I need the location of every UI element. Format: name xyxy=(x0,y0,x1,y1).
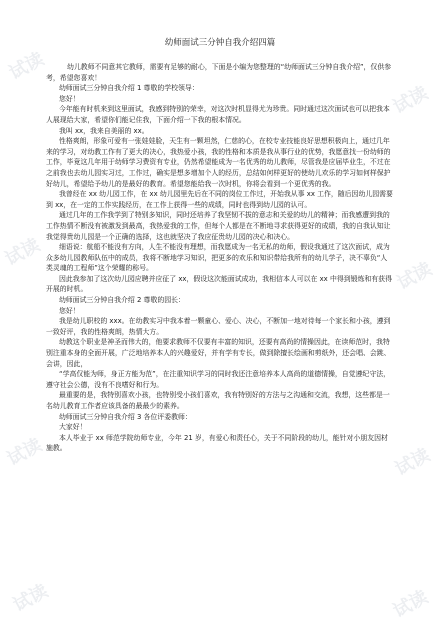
watermark: 试读 xyxy=(3,434,46,471)
paragraph: 您好！ xyxy=(59,94,80,103)
paragraph: 本人毕业于 xx 师范学院幼师专业，今年 21 岁，有爱心和责任心，关于不同阶段的幼儿，能针对小朋友因材施教。 xyxy=(46,433,388,453)
paragraph: 今年能有时机来到这里面试，我感到特别的荣幸，对这次时机显得尤为珍贵。同时通过这次面试也可以把我本人展现给大家，希望你们能记住我，下面介绍一下我的根本情况。 xyxy=(46,105,390,124)
document-body xyxy=(46,62,394,454)
paragraph: 大家好！ xyxy=(59,423,87,432)
paragraph: 最重要的是，我特别喜欢小孩，也特别受小孩们喜欢，我有特别好的方法与之沟通和交流，我想，这些都是一名幼儿教育工作者应该具备的最最少的素养。 xyxy=(46,391,390,410)
paragraph: “学高仅能为师，身正方能为范”，在注重知识学习的同时我还注意培养本人高尚的道德情操，自觉遵纪守法，遵守社会公德，没有不良嗜好和行为。 xyxy=(46,370,390,389)
paragraph: 您好！ xyxy=(59,306,80,315)
paragraph: 细语说：航船不能没有方向，人生不能没有理想，而我愿成为一名无私的幼师，假设我通过了这次面试，成为众多幼儿园教师队伍中的成员，我将不断地学习知识，把更多的欢乐和知识带给我所有的幼儿学子，决不辜负“人类灵魂的工程师”这个荣耀的称号。 xyxy=(46,243,390,273)
watermark: 试读 xyxy=(391,444,434,481)
paragraph: 幼师面试三分钟自我介绍 2 尊敬的园长： xyxy=(59,296,185,305)
paragraph: 幼儿教师不同意其它教师，需要有足够的耐心，下面是小编为您整理的“幼师面试三分钟自我介绍”，仅供参考，希望您喜欢！ xyxy=(46,63,392,82)
document-title: 幼师面试三分钟自我介绍四篇 xyxy=(164,38,276,48)
watermark: 试读 xyxy=(393,258,436,295)
paragraph: 幼师面试三分钟自我介绍 1 尊敬的学校领导： xyxy=(59,84,199,93)
watermark: 试读 xyxy=(1,234,44,271)
paragraph: 幼师面试三分钟自我介绍 3 各位评委教师： xyxy=(59,412,192,421)
watermark: 试读 xyxy=(5,48,48,85)
paragraph: 我曾经在 xx 幼儿园工作，在 xx 幼儿园里先后在不同的岗位工作过，开始我从事 xx 工作，随后因幼儿园需要到 xx，在一定的工作实践经历，在工作上获得一些的成绩，同时也得到幼儿园的认可。 xyxy=(46,190,393,209)
paragraph: 性格爽朗，形象可爱有一张娃娃脸，天生有一颗坦然，仁慈的心，在校专业技能良好思想积极向上，通过几年来的学习，对幼教工作有了更大的决心，我热爱小孩，我的性格和本质是我从事行业的优势，我愿意找一份幼师的工作，毕竟这几年用于幼师学习费资有专业，仍然希望能成为一名优秀的幼儿教师，尽管我是应届毕业生，不过在之前我也去幼儿园实习过，工作过，确实是想多增加个人的经历，总结如何样更好的使幼儿欢乐的学习如何样保护好幼儿，希望给予幼儿的是最好的教育。希望您能给我一次时机，你将会看到一个更优秀的我。 xyxy=(46,137,391,188)
paragraph: 我是幼儿职校的 xxx。在幼教实习中我本着一颗童心、爱心、决心，不断加一地对待每一个家长和小孩，遵到一致好评，我的性格爽朗，热情大方。 xyxy=(46,317,391,336)
paragraph: 幼教这个职业是神圣而伟大的，他要求教师不仅要有丰富的知识，还要有高尚的情操因此，在读师范时，我特别注重本身的全面开展，广泛地培养本人的兴趣爱好，并有学有专长，做到除擅长绘画和剪纸外，还会唱、会跳、会讲，因此， xyxy=(46,338,391,368)
paragraph: 通过几年的工作我学到了特别多知识，同时还培养了我坚韧不拔的意志和关爱的幼儿的精神；而我感遭到我的工作热情不断没有被激发到最高，我热爱我的工作，但每个人都是在不断地寻求获得更好的成绩，我的自我认知让我觉得贵幼儿园是一个正确的选择，这也就坚决了我应征贵幼儿园的决心和决心。 xyxy=(46,211,391,241)
paragraph: 因此我参加了这次幼儿园应聘并应征了 xx，假设这次能面试成功，我相信本人可以在 xx 中得到锻炼和有获得开展的时机。 xyxy=(46,274,392,294)
watermark: 试读 xyxy=(9,580,52,617)
watermark: 试读 xyxy=(389,82,432,119)
watermark: 试读 xyxy=(389,586,432,623)
paragraph: 我叫 xx，我来自美丽的 xx。 xyxy=(59,126,149,135)
